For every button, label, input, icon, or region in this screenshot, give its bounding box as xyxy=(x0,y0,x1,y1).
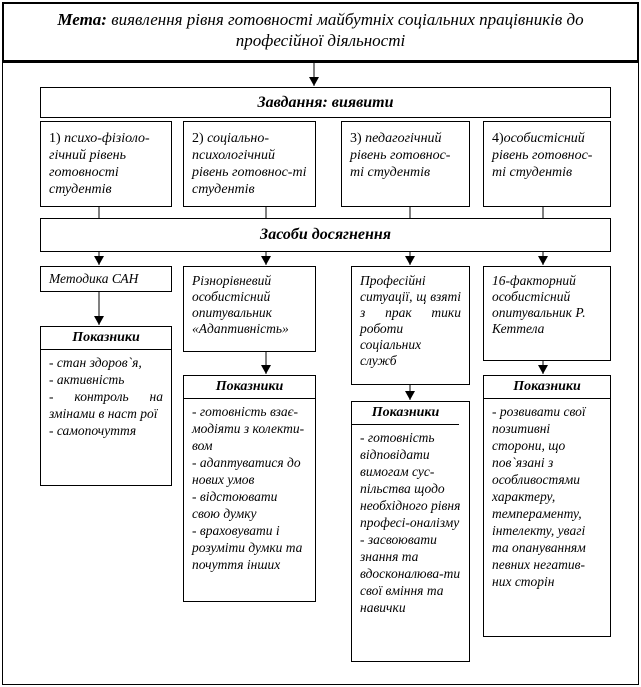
indicator-item: - адаптуватися до нових умов xyxy=(192,455,301,487)
indicator-item: - враховувати і розуміти думки та почуття інших xyxy=(192,523,303,572)
means-text: Різнорівневий особистісний опитувальник «Адаптивність» xyxy=(192,273,289,336)
indicator-item: - стан здоров`я, xyxy=(49,355,142,370)
indicator-item: - активність xyxy=(49,372,125,387)
task-num: 1) xyxy=(49,131,61,146)
means-text: Професійні ситуації, щ взяті з прак тики роботи соціальних служб xyxy=(360,273,461,368)
indicator-item: - засвоювати знання та вдосконалюва-ти свої вміння та навички xyxy=(360,532,461,615)
task-text: соціально-психологічний рівень готовнос-ті студентів xyxy=(192,131,307,197)
tasks-header-label: Завдання: виявити xyxy=(257,94,394,111)
indicators-title: Показники xyxy=(41,327,171,350)
indicator-item: - контроль на змінами в наст рої xyxy=(49,389,163,421)
indicator-item: - відстоювати свою думку xyxy=(192,489,278,521)
means-text: Методика САН xyxy=(49,271,139,286)
goal-label: Мета: xyxy=(57,10,107,29)
indicators-title: Показники xyxy=(184,376,315,399)
indicator-item: - самопочуття xyxy=(49,423,137,438)
means-header-label: Засоби досягнення xyxy=(260,226,391,243)
task-text: особистісний рівень готовнос-ті студентів xyxy=(492,131,593,180)
means-text: 16-факторний особистісний опитувальник Р. Кеттела xyxy=(492,273,586,336)
indicators-title: Показники xyxy=(352,402,459,425)
goal-text: виявлення рівня готовності майбутніх соціальних працівників до професійної діяльності xyxy=(106,10,584,50)
indicators-title: Показники xyxy=(484,376,610,399)
task-text: психо-фізіоло-гічний рівень готовності студентів xyxy=(49,131,150,197)
indicator-item: - готовність відповідати вимогам сус-пільства щодо необхідного рівня професі-оналізму xyxy=(360,430,461,530)
task-num: 3) xyxy=(350,131,362,146)
indicator-item: - готовність взає-модіяти з колекти-вом xyxy=(192,404,305,453)
task-text: педагогічний рівень готовнос-ті студентів xyxy=(350,131,451,180)
task-num: 2) xyxy=(192,131,204,146)
task-num: 4) xyxy=(492,131,504,146)
indicator-item: - розвивати свої позитивні сторони, що пов`язані з особливостями характеру, темпераменту, інтелекту, увагі та опануванням певних негатив-них сторін xyxy=(492,404,586,589)
